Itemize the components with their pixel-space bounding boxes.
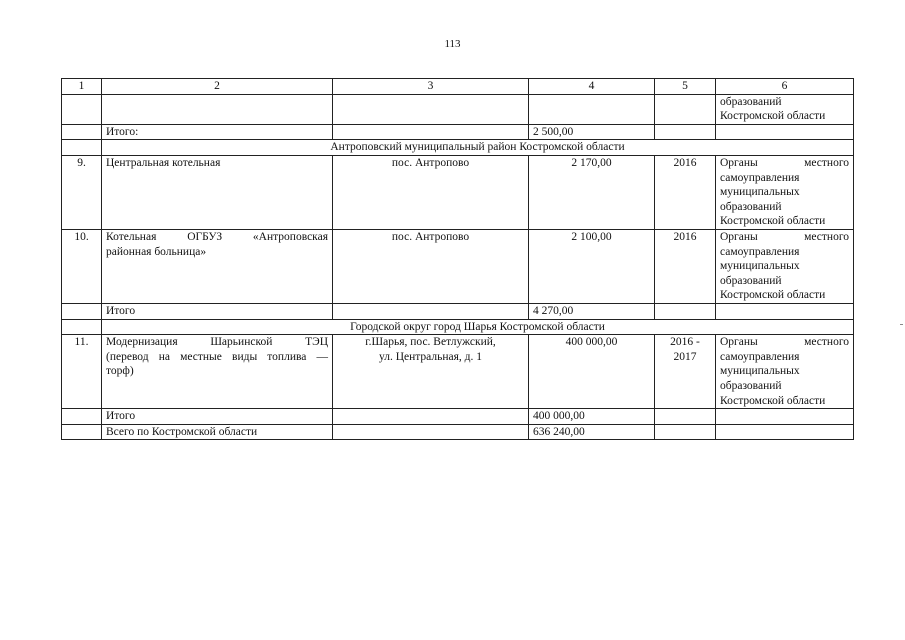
grand-total-row xyxy=(62,424,854,440)
investment-table xyxy=(61,78,854,440)
header-col-6: 6 xyxy=(716,79,854,95)
organ-line: Органы местного xyxy=(720,230,849,243)
object-name xyxy=(102,229,333,303)
object-name-line: районная больница» xyxy=(106,245,207,258)
organ-line: самоуправления xyxy=(720,245,800,258)
subtotal-amount: 400 000,00 xyxy=(529,409,655,425)
subtotal-row xyxy=(62,409,854,425)
table-row xyxy=(62,335,854,409)
page-number: 113 xyxy=(444,38,461,50)
object-location xyxy=(333,335,529,409)
object-name-line: (перевод на местные виды топлива — xyxy=(106,350,328,363)
location-line: ул. Центральная, д. 1 xyxy=(378,350,483,363)
cell-empty xyxy=(655,94,716,124)
subtotal-label: Итого: xyxy=(102,124,333,140)
organ-line: муниципальных xyxy=(720,260,800,273)
cell-empty xyxy=(333,424,529,440)
header-col-5: 5 xyxy=(655,79,716,95)
cell-empty xyxy=(529,94,655,124)
organ-line: Органы местного xyxy=(720,156,849,169)
organ-line: Костромской области xyxy=(720,394,826,407)
row-number: 9. xyxy=(62,155,102,229)
object-amount: 2 170,00 xyxy=(529,155,655,229)
table-row-continuation xyxy=(62,94,854,124)
cell-empty xyxy=(716,424,854,440)
row-number: 11. xyxy=(62,335,102,409)
organ-line: Органы местного xyxy=(720,336,849,349)
scan-artifact xyxy=(900,324,903,325)
organ-line: самоуправления xyxy=(720,350,800,363)
cell-organ xyxy=(716,335,854,409)
organ-line: образований xyxy=(720,95,782,108)
object-amount: 400 000,00 xyxy=(529,335,655,409)
organ-line: образований xyxy=(720,274,782,287)
subtotal-row xyxy=(62,124,854,140)
grand-total-amount: 636 240,00 xyxy=(529,424,655,440)
cell-empty xyxy=(62,319,102,335)
year-line: 2017 xyxy=(673,350,697,363)
object-year xyxy=(655,335,716,409)
cell-empty xyxy=(333,94,529,124)
organ-line: образований xyxy=(720,379,782,392)
cell-empty xyxy=(716,303,854,319)
header-row xyxy=(62,79,854,95)
cell-empty xyxy=(333,124,529,140)
row-number: 10. xyxy=(62,229,102,303)
cell-empty xyxy=(62,303,102,319)
cell-organ xyxy=(716,155,854,229)
object-location: пос. Антропово xyxy=(333,155,529,229)
object-name-line: торф) xyxy=(106,365,134,378)
object-year: 2016 xyxy=(655,229,716,303)
object-year: 2016 xyxy=(655,155,716,229)
section-row xyxy=(62,140,854,156)
cell-empty xyxy=(716,409,854,425)
organ-line: образований xyxy=(720,200,782,213)
subtotal-row xyxy=(62,303,854,319)
section-row xyxy=(62,319,854,335)
cell-empty xyxy=(333,303,529,319)
object-name-line: Модернизация Шарьинской ТЭЦ xyxy=(106,336,328,349)
cell-empty xyxy=(716,124,854,140)
subtotal-label: Итого xyxy=(102,303,333,319)
subtotal-label: Итого xyxy=(102,409,333,425)
cell-empty xyxy=(62,409,102,425)
cell-empty xyxy=(62,424,102,440)
cell-organ xyxy=(716,94,854,124)
header-col-3: 3 xyxy=(333,79,529,95)
header-col-4: 4 xyxy=(529,79,655,95)
table-row xyxy=(62,229,854,303)
object-amount: 2 100,00 xyxy=(529,229,655,303)
cell-empty xyxy=(62,140,102,156)
grand-total-label: Всего по Костромской области xyxy=(102,424,333,440)
cell-empty xyxy=(62,94,102,124)
organ-line: Костромской области xyxy=(720,110,826,123)
cell-organ xyxy=(716,229,854,303)
organ-line: самоуправления xyxy=(720,171,800,184)
cell-empty xyxy=(655,303,716,319)
subtotal-amount: 2 500,00 xyxy=(529,124,655,140)
object-location: пос. Антропово xyxy=(333,229,529,303)
header-col-2: 2 xyxy=(102,79,333,95)
organ-line: муниципальных xyxy=(720,186,800,199)
object-name-line: Котельная ОГБУЗ «Антроповская xyxy=(106,230,328,243)
location-line: г.Шарья, пос. Ветлужский, xyxy=(365,336,496,349)
table-row xyxy=(62,155,854,229)
organ-line: Костромской области xyxy=(720,289,826,302)
object-name xyxy=(102,335,333,409)
section-title: Антроповский муниципальный район Костромской области xyxy=(102,140,854,156)
cell-empty xyxy=(62,124,102,140)
header-col-1: 1 xyxy=(62,79,102,95)
year-line: 2016 - xyxy=(670,336,700,349)
cell-empty xyxy=(655,424,716,440)
cell-empty xyxy=(102,94,333,124)
cell-empty xyxy=(333,409,529,425)
subtotal-amount: 4 270,00 xyxy=(529,303,655,319)
organ-line: муниципальных xyxy=(720,365,800,378)
cell-empty xyxy=(655,409,716,425)
section-title: Городской округ город Шарья Костромской области xyxy=(102,319,854,335)
object-name: Центральная котельная xyxy=(102,155,333,229)
cell-empty xyxy=(655,124,716,140)
organ-line: Костромской области xyxy=(720,215,826,228)
